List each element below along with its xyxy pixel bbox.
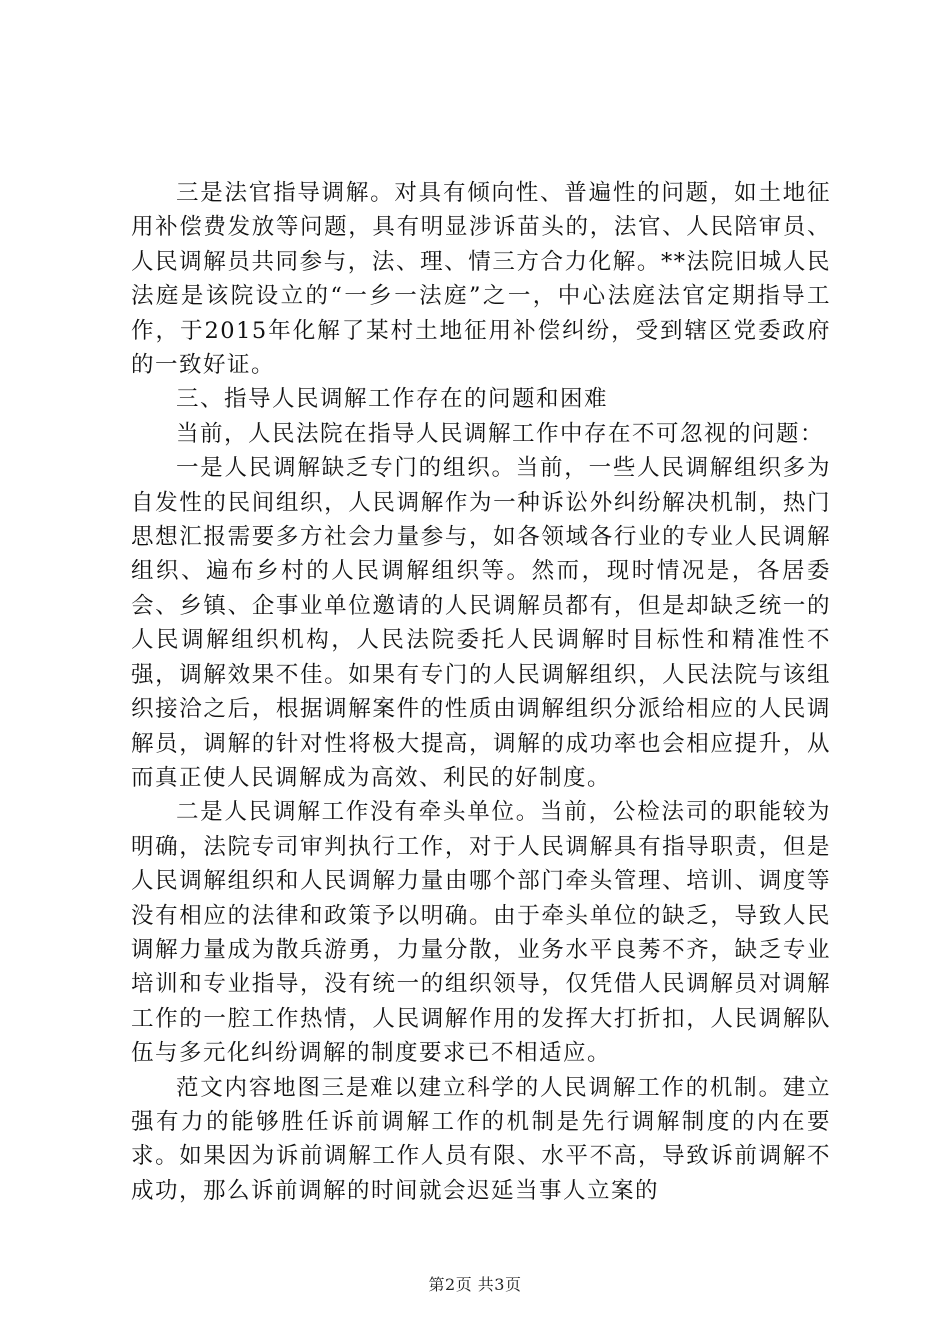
paragraph-problem-three: 范文内容地图三是难以建立科学的人民调解工作的机制。建立强有力的能够胜任诉前调解工作的机制是先行调解制度的内在要求。如果因为诉前调解工作人员有限、水平不高，导致诉前调解不成功，那么诉前调解的时间就会迟延当事人立案的 xyxy=(131,1074,831,1204)
document-body xyxy=(131,176,831,1208)
paragraph-problem-two: 二是人民调解工作没有牵头单位。当前，公检法司的职能较为明确，法院专司审判执行工作，对于人民调解具有指导职责，但是人民调解组织和人民调解力量由哪个部门牵头管理、培训、调度等没有相应的法律和政策予以明确。由于牵头单位的缺乏，导致人民调解力量成为散兵游勇，力量分散，业务水平良莠不齐，缺乏专业培训和专业指导，没有统一的组织领导，仅凭借人民调解员对调解工作的一腔工作热情，人民调解作用的发挥大打折扣，人民调解队伍与多元化纠纷调解的制度要求已不相适应。 xyxy=(131,799,831,1067)
section-heading-problems: 三、指导人民调解工作存在的问题和困难 xyxy=(176,386,609,413)
page-footer: 第2页 共3页 xyxy=(428,1275,522,1294)
paragraph-problem-one: 一是人民调解缺乏专门的组织。当前，一些人民调解组织多为自发性的民间组织，人民调解作为一种诉讼外纠纷解决机制，热门思想汇报需要多方社会力量参与，如各领域各行业的专业人民调解组织、遍布乡村的人民调解组织等。然而，现时情况是，各居委会、乡镇、企事业单位邀请的人民调解员都有，但是却缺乏统一的人民调解组织机构，人民法院委托人民调解时目标性和精准性不强，调解效果不佳。如果有专门的人民调解组织，人民法院与该组织接洽之后，根据调解案件的性质由调解组织分派给相应的人民调解员，调解的针对性将极大提高，调解的成功率也会相应提升，从而真正使人民调解成为高效、利民的好制度。 xyxy=(131,455,831,791)
paragraph-judge-guidance: 三是法官指导调解。对具有倾向性、普遍性的问题，如土地征用补偿费发放等问题，具有明显涉诉苗头的，法官、人民陪审员、人民调解员共同参与，法、理、情三方合力化解。**法院旧城人民法庭是该院设立的“一乡一法庭”之一，中心法庭法官定期指导工作，于2015年化解了某村土地征用补偿纠纷，受到辖区党委政府的一致好证。 xyxy=(131,180,831,379)
paragraph-intro-problems: 当前，人民法院在指导人民调解工作中存在不可忽视的问题： xyxy=(176,420,825,447)
